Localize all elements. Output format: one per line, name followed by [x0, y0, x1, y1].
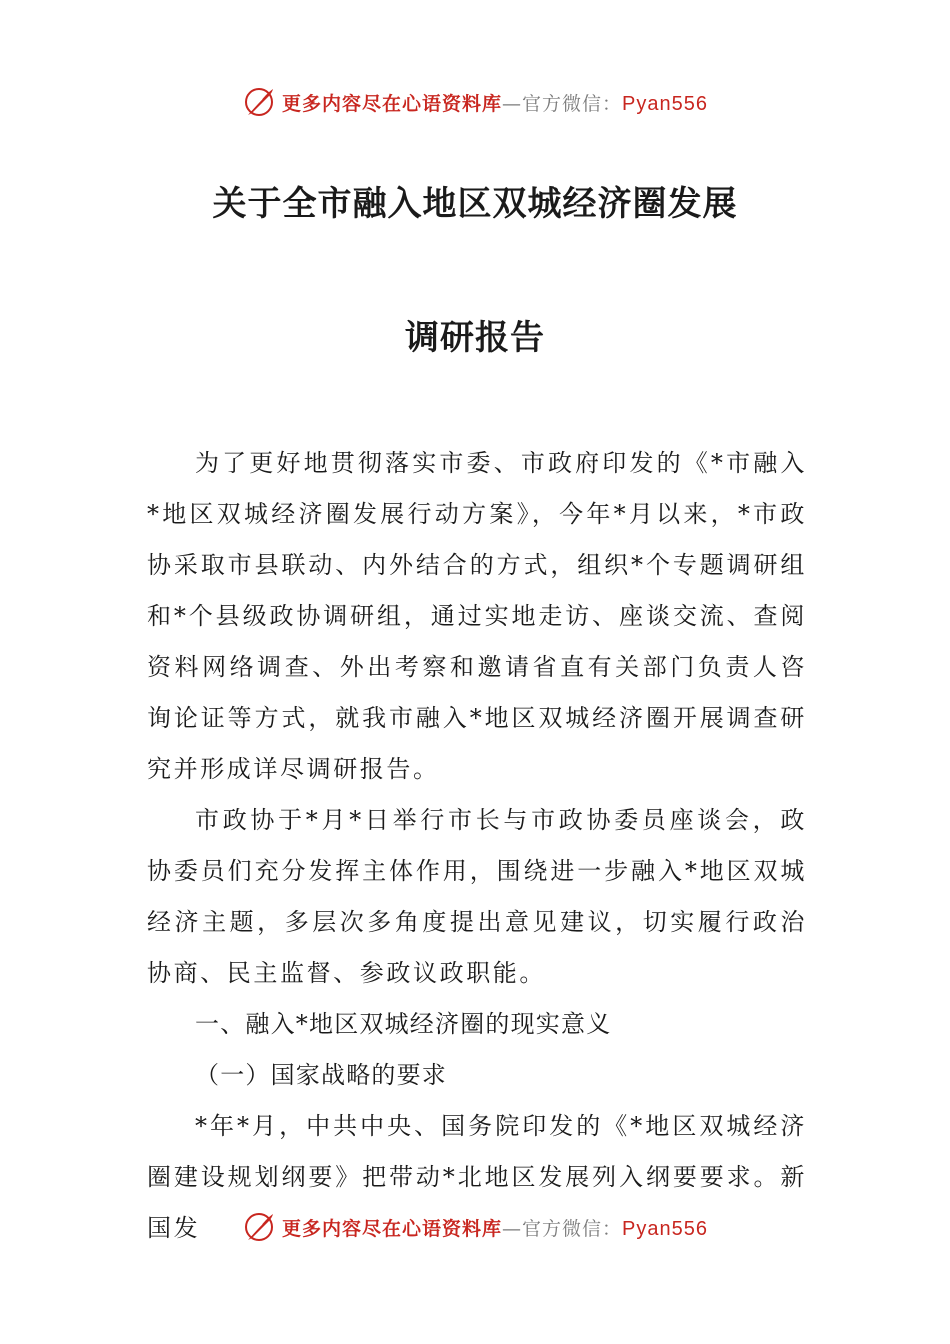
watermark-text	[282, 89, 708, 116]
paragraph-national-strategy: *年*月，中共中央、国务院印发的《*地区双城经济圈建设规划纲要》把带动*北地区发展列入纲要要求。新国发	[147, 1112, 807, 1242]
paragraph-symposium: 市政协于*月*日举行市长与市政协委员座谈会，政协委员们充分发挥主体作用，围绕进一步融入*地区双城经济主题，多层次多角度提出意见建议，切实履行政治协商、民主监督、参政议政职能。	[147, 806, 807, 987]
watermark-sub: 官方微信：	[522, 1217, 623, 1240]
watermark-main: 更多内容尽在心语资料库	[282, 92, 503, 115]
watermark-dash: —	[502, 1217, 523, 1240]
document-body	[147, 438, 807, 1254]
paragraph-intro: 为了更好地贯彻落实市委、市政府印发的《*市融入*地区双城经济圈发展行动方案》，今年*月以来，*市政协采取市县联动、内外结合的方式，组织*个专题调研组和*个县级政协调研组，通过实地走访、座谈交流、查阅资料网络调查、外出考察和邀请省直有关部门负责人咨询论证等方式，就我市融入*地区双城经济圈开展调查研究并形成详尽调研报告。	[147, 449, 807, 783]
watermark-wechat-id: Pyan556	[622, 1217, 708, 1240]
watermark-sub: 官方微信：	[522, 92, 623, 115]
watermark-wechat-id: Pyan556	[622, 92, 708, 115]
watermark-banner-top	[0, 82, 950, 122]
quill-pen-logo-icon	[242, 85, 276, 119]
section-heading-1: 一、融入*地区双城经济圈的现实意义	[195, 1010, 612, 1038]
quill-pen-logo-icon	[242, 1210, 276, 1244]
watermark-dash: —	[502, 92, 523, 115]
document-title-line2: 调研报告	[405, 318, 545, 358]
subsection-heading-1: （一）国家战略的要求	[195, 1061, 447, 1089]
watermark-banner-bottom	[0, 1207, 950, 1247]
watermark-main: 更多内容尽在心语资料库	[282, 1217, 503, 1240]
document-title-line1: 关于全市融入地区双城经济圈发展	[212, 184, 738, 224]
watermark-text	[282, 1214, 708, 1241]
